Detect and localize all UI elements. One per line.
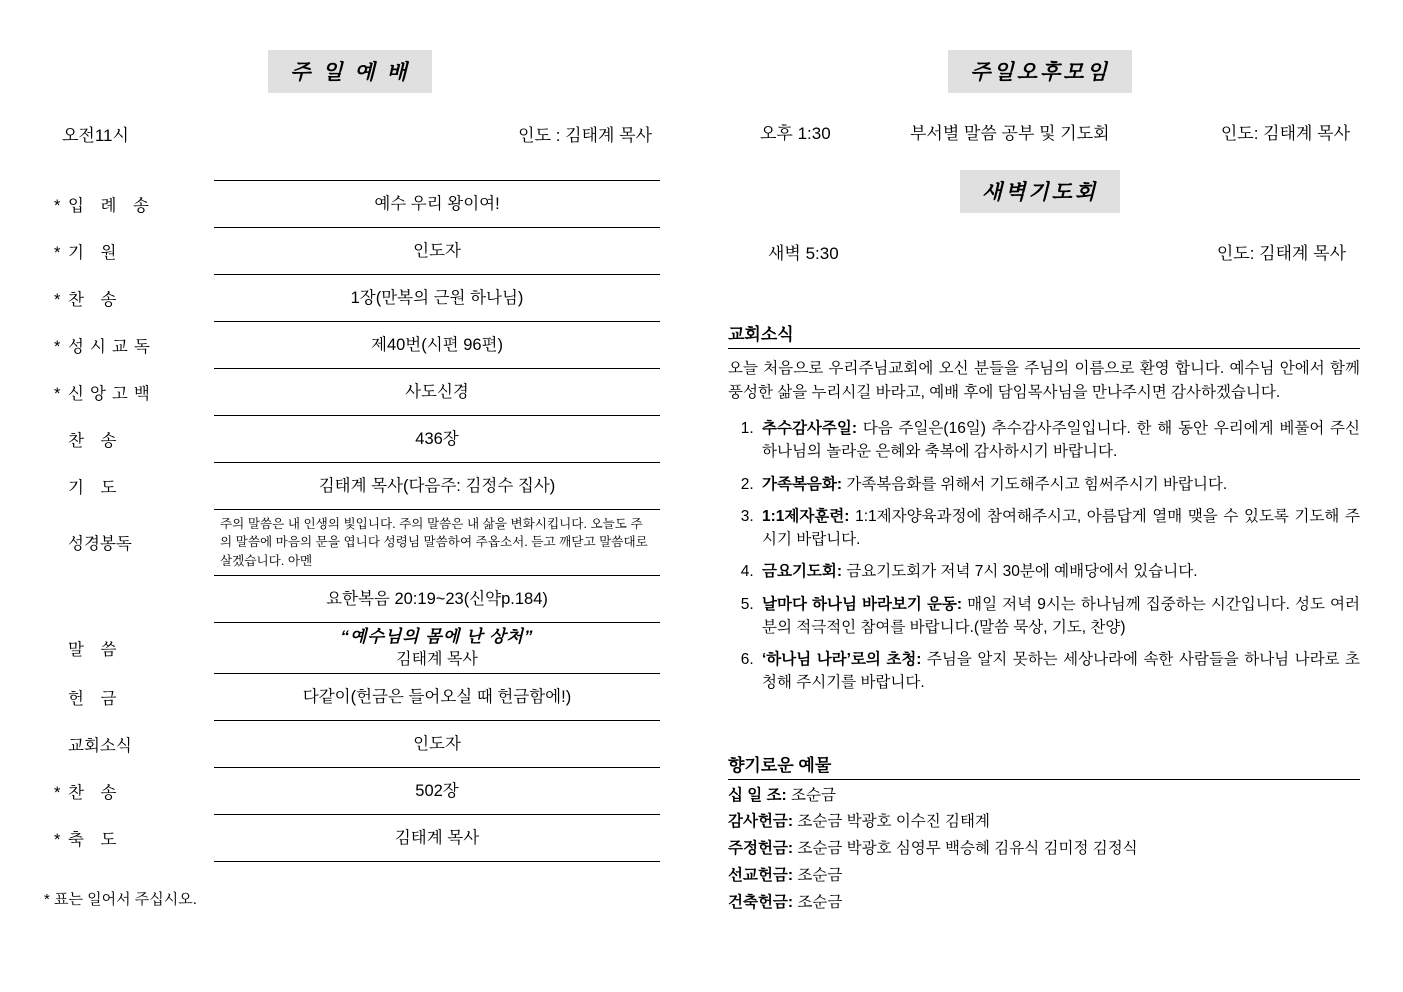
service-time: 오전11시	[62, 126, 129, 145]
service-time-row	[40, 121, 660, 146]
news-item-strong: 추수감사주일:	[762, 420, 858, 438]
offering-label: 선교헌금:	[728, 867, 794, 885]
list-item	[758, 560, 1360, 583]
news-item-strong: 가족복음화:	[762, 475, 843, 493]
offering-names: 조순금	[786, 786, 836, 804]
order-row	[40, 622, 660, 674]
order-label: 말 씀	[68, 641, 123, 660]
offering-row	[728, 786, 1360, 807]
list-item	[758, 417, 1360, 464]
order-value-sermon	[214, 622, 660, 674]
offering-row	[728, 893, 1360, 914]
order-label	[40, 575, 214, 622]
afternoon-meeting-row	[720, 119, 1360, 144]
offering-label: 주정헌금:	[728, 840, 794, 858]
order-label: * 찬 송	[54, 291, 123, 309]
list-item	[758, 505, 1360, 552]
offering-label: 십 일 조:	[728, 786, 787, 804]
order-of-worship-body	[40, 181, 660, 862]
church-news-list	[728, 417, 1360, 695]
order-row	[40, 815, 660, 862]
order-row	[40, 369, 660, 416]
order-value: 다같이(헌금은 들어오실 때 헌금함에!)	[214, 674, 660, 721]
order-of-worship-table	[40, 180, 660, 862]
news-item-text: 1:1제자양육과정에 참여해주시고, 아름답게 열매 맺을 수 있도록 기도해 주시기 바랍니다.	[762, 507, 1360, 549]
afternoon-meeting-banner: 주일오후모임	[948, 50, 1132, 93]
order-value: 인도자	[214, 721, 660, 768]
order-value: 인도자	[214, 228, 660, 275]
list-item	[758, 648, 1360, 695]
afternoon-banner-wrap	[720, 50, 1360, 93]
order-label: * 축 도	[54, 831, 123, 850]
order-value: 제40번(시편 96편)	[214, 322, 660, 369]
news-item-strong: 금요기도회:	[762, 563, 843, 581]
order-row	[40, 181, 660, 228]
offering-label: 건축헌금:	[728, 894, 794, 912]
order-label: 교회소식	[68, 737, 132, 756]
offering-row	[728, 866, 1360, 887]
order-row	[40, 721, 660, 768]
list-item	[758, 473, 1360, 496]
order-value: 1장(만복의 근원 하나님)	[214, 275, 660, 322]
order-label: * 신앙고백	[54, 385, 156, 403]
order-value: 436장	[214, 416, 660, 463]
offering-names: 조순금 박광호 이수진 김태계	[793, 813, 990, 831]
order-label: * 입 례 송	[54, 197, 155, 215]
order-label: * 성시교독	[54, 338, 156, 356]
dawn-time: 새벽 5:30	[768, 244, 839, 263]
order-value: 김태계 목사	[214, 815, 660, 862]
dawn-prayer-banner: 새벽기도회	[960, 170, 1120, 213]
order-value-scripture: 주의 말씀은 내 인생의 빛입니다. 주의 말씀은 내 삶을 변화시킵니다. 오늘도 주의 말씀에 마음의 문을 엽니다 성령님 말씀하여 주옵소서. 듣고 깨닫고 말씀대로 살겠습니다. 아멘	[214, 510, 660, 576]
order-row	[40, 228, 660, 275]
order-label: * 기 원	[54, 244, 123, 262]
service-leader: 인도 : 김태계 목사	[518, 126, 652, 145]
list-item	[758, 593, 1360, 640]
order-value: 예수 우리 왕이여!	[214, 181, 660, 228]
news-item-text: 금요기도회가 저녁 7시 30분에 예배당에서 있습니다.	[842, 563, 1198, 581]
order-row	[40, 322, 660, 369]
offering-section	[720, 751, 1360, 915]
order-label: * 찬 송	[54, 784, 123, 803]
offering-title: 향기로운 예물	[728, 751, 1360, 780]
afternoon-leader: 인도: 김태계 목사	[1220, 124, 1350, 143]
dawn-prayer-row	[720, 239, 1360, 264]
church-news-section	[720, 320, 1360, 695]
order-value: 김태계 목사(다음주: 김정수 집사)	[214, 463, 660, 510]
news-item-strong: 1:1제자훈련:	[762, 507, 850, 525]
news-item-text: 다음 주일은(16일) 추수감사주일입니다. 한 해 동안 우리에게 베풀어 주신 하나님의 놀라운 은혜와 축복에 감사하시기 바랍니다.	[762, 420, 1360, 461]
order-row	[40, 674, 660, 721]
order-label: 성경봉독	[68, 535, 132, 554]
order-label: 헌 금	[68, 690, 123, 709]
offering-names: 조순금	[793, 894, 843, 912]
church-news-title: 교회소식	[728, 320, 1360, 349]
afternoon-description: 부서별 말씀 공부 및 기도회	[910, 124, 1110, 143]
offering-label: 감사헌금:	[728, 813, 794, 831]
order-label: 기 도	[68, 479, 123, 497]
dawn-leader: 인도: 김태계 목사	[1216, 244, 1346, 263]
offering-row	[728, 812, 1360, 833]
footnote: * 표는 일어서 주십시오.	[44, 891, 197, 909]
order-label: 찬 송	[68, 432, 123, 450]
offering-names: 조순금 박광호 심영무 백승혜 김유식 김미정 김정식	[793, 840, 1138, 858]
order-row	[40, 510, 660, 576]
offering-names: 조순금	[793, 867, 843, 885]
sunday-service-banner: 주 일 예 배	[268, 50, 432, 93]
sermon-preacher: 김태계 목사	[396, 650, 478, 668]
right-column	[720, 50, 1360, 914]
news-item-strong: ‘하나님 나라’로의 초청:	[762, 651, 922, 669]
news-item-text: 주님을 알지 못하는 세상나라에 속한 사람들을 하나님 나라로 초청해 주시기를 바랍니다.	[762, 651, 1360, 692]
order-row	[40, 463, 660, 510]
afternoon-time: 오후 1:30	[760, 124, 831, 143]
news-item-strong: 날마다 하나님 바라보기 운동:	[762, 595, 963, 613]
order-value: 사도신경	[214, 369, 660, 416]
dawn-banner-wrap	[720, 170, 1360, 213]
order-row	[40, 768, 660, 815]
church-news-intro: 오늘 처음으로 우리주님교회에 오신 분들을 주님의 이름으로 환영 합니다. 예수님 안에서 함께 풍성한 삶을 누리시길 바라고, 예배 후에 담임목사님을 만나주시면 감사하겠습니다.	[728, 360, 1360, 402]
order-row	[40, 575, 660, 622]
order-row	[40, 416, 660, 463]
news-item-text: 매일 저녁 9시는 하나님께 집중하는 시간입니다. 성도 여러분의 적극적인 참여를 바랍니다.(말씀 묵상, 기도, 찬양)	[762, 595, 1360, 636]
offering-row	[728, 839, 1360, 860]
sunday-service-banner-wrap	[40, 50, 660, 93]
sunday-service-column	[40, 50, 660, 909]
news-item-text: 가족복음화를 위해서 기도해주시고 힘써주시기 바랍니다.	[842, 475, 1228, 493]
order-value: 502장	[214, 768, 660, 815]
order-value-scripture-ref: 요한복음 20:19~23(신약p.184)	[214, 575, 660, 622]
sermon-title: “예수님의 몸에 난 상처”	[340, 626, 534, 646]
order-row	[40, 275, 660, 322]
